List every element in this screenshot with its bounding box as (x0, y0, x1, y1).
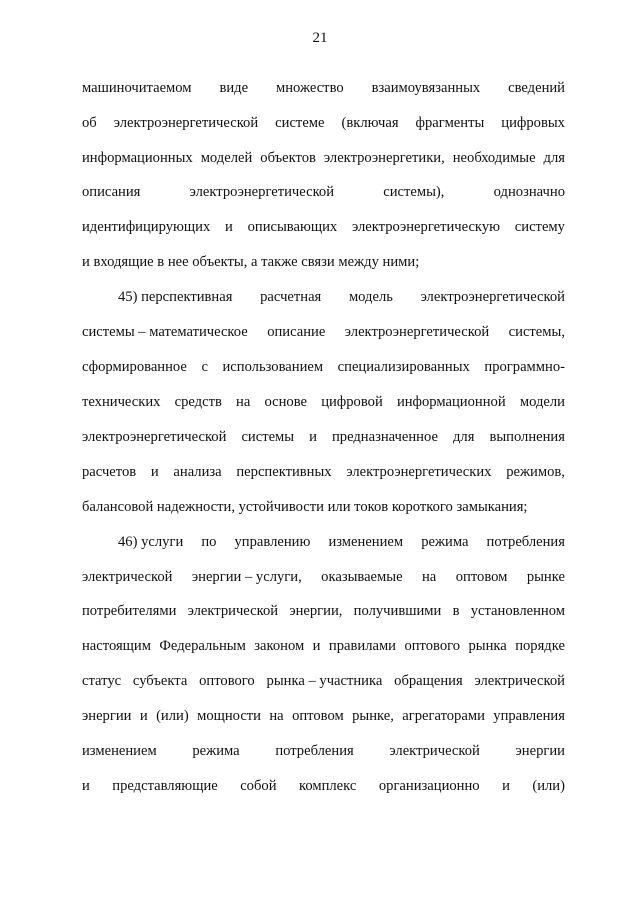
line-word: установленном (470, 603, 565, 619)
line-word: оптовом (292, 708, 344, 724)
page-number: 21 (312, 30, 328, 46)
line-word: (или) (532, 778, 565, 794)
line-word: системы), (383, 184, 445, 200)
text-line (118, 288, 565, 306)
line-word: получившими (353, 603, 442, 619)
line-word: в (452, 603, 460, 619)
line-word: электрической (187, 603, 279, 619)
line-word: анализа (173, 464, 222, 480)
line-word: собой (240, 778, 277, 794)
line-word: оказываемые (321, 569, 403, 585)
line-word: режима (421, 534, 469, 550)
line-word: программно- (484, 359, 565, 375)
line-word: информационных (82, 150, 193, 166)
line-word: электроэнергетической (344, 324, 490, 340)
line-word: сведений (508, 80, 565, 96)
text-line (82, 183, 565, 201)
line-word: на (269, 708, 284, 724)
line-word: режимов, (506, 464, 565, 480)
text-line (82, 568, 565, 586)
line-word: системе (275, 115, 325, 131)
line-word: потребителями (82, 603, 177, 619)
line-word: информационной (396, 394, 506, 410)
text-line (82, 602, 565, 620)
line-word: обращения (394, 673, 463, 689)
line-word: оптового (404, 638, 461, 654)
line-word: идентифицирующих (82, 219, 211, 235)
text-line (82, 218, 565, 236)
line-word: настоящим (82, 638, 151, 654)
line-word: (или) (156, 708, 189, 724)
line-word: энергии – услуги, (191, 569, 302, 585)
line-word: с (201, 359, 208, 375)
line-word: электроэнергетических (346, 464, 492, 480)
text-line (118, 533, 565, 551)
line-word: 46) услуги (118, 534, 184, 550)
line-word: для (452, 429, 475, 445)
text-line (82, 777, 565, 795)
line-word: и входящие в нее объекты, а также связи между ними; (82, 254, 420, 270)
line-word: порядке (515, 638, 565, 654)
line-word: изменением (328, 534, 404, 550)
line-word: правилами (328, 638, 396, 654)
line-word: мощности (197, 708, 261, 724)
line-word: электроэнергетическую (351, 219, 501, 235)
text-line (82, 498, 565, 516)
text-line (82, 79, 565, 97)
line-word: балансовой надежности, устойчивости или токов короткого замыкания; (82, 499, 528, 515)
line-word: технических (82, 394, 161, 410)
line-word: законом (254, 638, 305, 654)
line-word: электроэнергетической (113, 115, 259, 131)
line-word: и (309, 429, 317, 445)
text-line (82, 358, 565, 376)
line-word: сформированное (82, 359, 187, 375)
line-word: для (543, 150, 565, 166)
line-word: описание (267, 324, 326, 340)
line-word: и (225, 219, 233, 235)
line-word: фрагменты (415, 115, 485, 131)
line-word: и (502, 778, 510, 794)
line-word: управления (493, 708, 565, 724)
line-word: об (82, 115, 97, 131)
line-word: на (236, 394, 251, 410)
line-word: (включая (341, 115, 399, 131)
text-line (82, 428, 565, 446)
line-word: системы, (508, 324, 565, 340)
line-word: и (150, 464, 159, 480)
line-word: электроэнергетической (82, 429, 227, 445)
line-word: модель (348, 289, 393, 305)
line-word: множество (276, 80, 344, 96)
line-word: представляющие (112, 778, 218, 794)
line-word: субъекта (132, 673, 188, 689)
line-word: потребления (486, 534, 565, 550)
line-word: моделей (200, 150, 253, 166)
line-word: рынка – участника (266, 673, 383, 689)
line-word: и (139, 708, 148, 724)
line-word: модели (519, 394, 565, 410)
line-word: средств (174, 394, 222, 410)
line-word: расчетов (82, 464, 137, 480)
line-word: энергии (82, 708, 132, 724)
line-word: рынке, (352, 708, 394, 724)
text-line (82, 463, 565, 481)
text-line (82, 742, 565, 760)
line-word: электрической (474, 673, 565, 689)
line-word: выполнения (489, 429, 565, 445)
line-word: электроэнергетической (189, 184, 335, 200)
line-word: описывающих (247, 219, 338, 235)
line-word: цифровой (321, 394, 383, 410)
text-line (82, 323, 565, 341)
line-word: рынка (468, 638, 507, 654)
line-word: электрической (82, 569, 173, 585)
line-word: специализированных (337, 359, 470, 375)
line-word: комплекс (298, 778, 357, 794)
line-word: предназначенное (331, 429, 438, 445)
line-word: машиночитаемом (82, 80, 192, 96)
line-word: режима (192, 743, 240, 759)
line-word: использованием (222, 359, 324, 375)
line-word: расчетная (260, 289, 322, 305)
line-word: и (82, 778, 90, 794)
line-word: агрегаторами (402, 708, 485, 724)
line-word: систему (514, 219, 565, 235)
line-word: и (312, 638, 321, 654)
line-word: изменением (82, 743, 157, 759)
text-line (82, 707, 565, 725)
line-word: организационно (378, 778, 480, 794)
line-word: объектов (260, 150, 316, 166)
line-word: электрической (389, 743, 480, 759)
line-word: рынке (526, 569, 565, 585)
text-line (82, 114, 565, 132)
line-word: описания (82, 184, 141, 200)
line-word: энергии (515, 743, 565, 759)
line-word: электроэнергетической (420, 289, 565, 305)
text-line (82, 637, 565, 655)
line-word: управлению (234, 534, 311, 550)
line-word: энергии, (289, 603, 343, 619)
line-word: цифровых (501, 115, 565, 131)
text-line (82, 393, 565, 411)
text-line (82, 672, 565, 690)
line-word: на (422, 569, 437, 585)
line-word: системы – математическое (82, 324, 248, 340)
line-word: системы (241, 429, 295, 445)
line-word: по (201, 534, 217, 550)
text-line (82, 253, 565, 271)
line-word: оптового (199, 673, 255, 689)
line-word: оптовом (455, 569, 508, 585)
line-word: перспективных (236, 464, 332, 480)
line-word: виде (219, 80, 249, 96)
line-word: взаимоувязанных (371, 80, 481, 96)
line-word: Федеральным (159, 638, 246, 654)
line-word: основе (264, 394, 308, 410)
text-line (82, 149, 565, 167)
line-word: потребления (275, 743, 354, 759)
line-word: статус (82, 673, 122, 689)
line-word: однозначно (493, 184, 565, 200)
line-word: электроэнергетики, (323, 150, 445, 166)
line-word: необходимые (452, 150, 536, 166)
line-word: 45) перспективная (118, 289, 233, 305)
